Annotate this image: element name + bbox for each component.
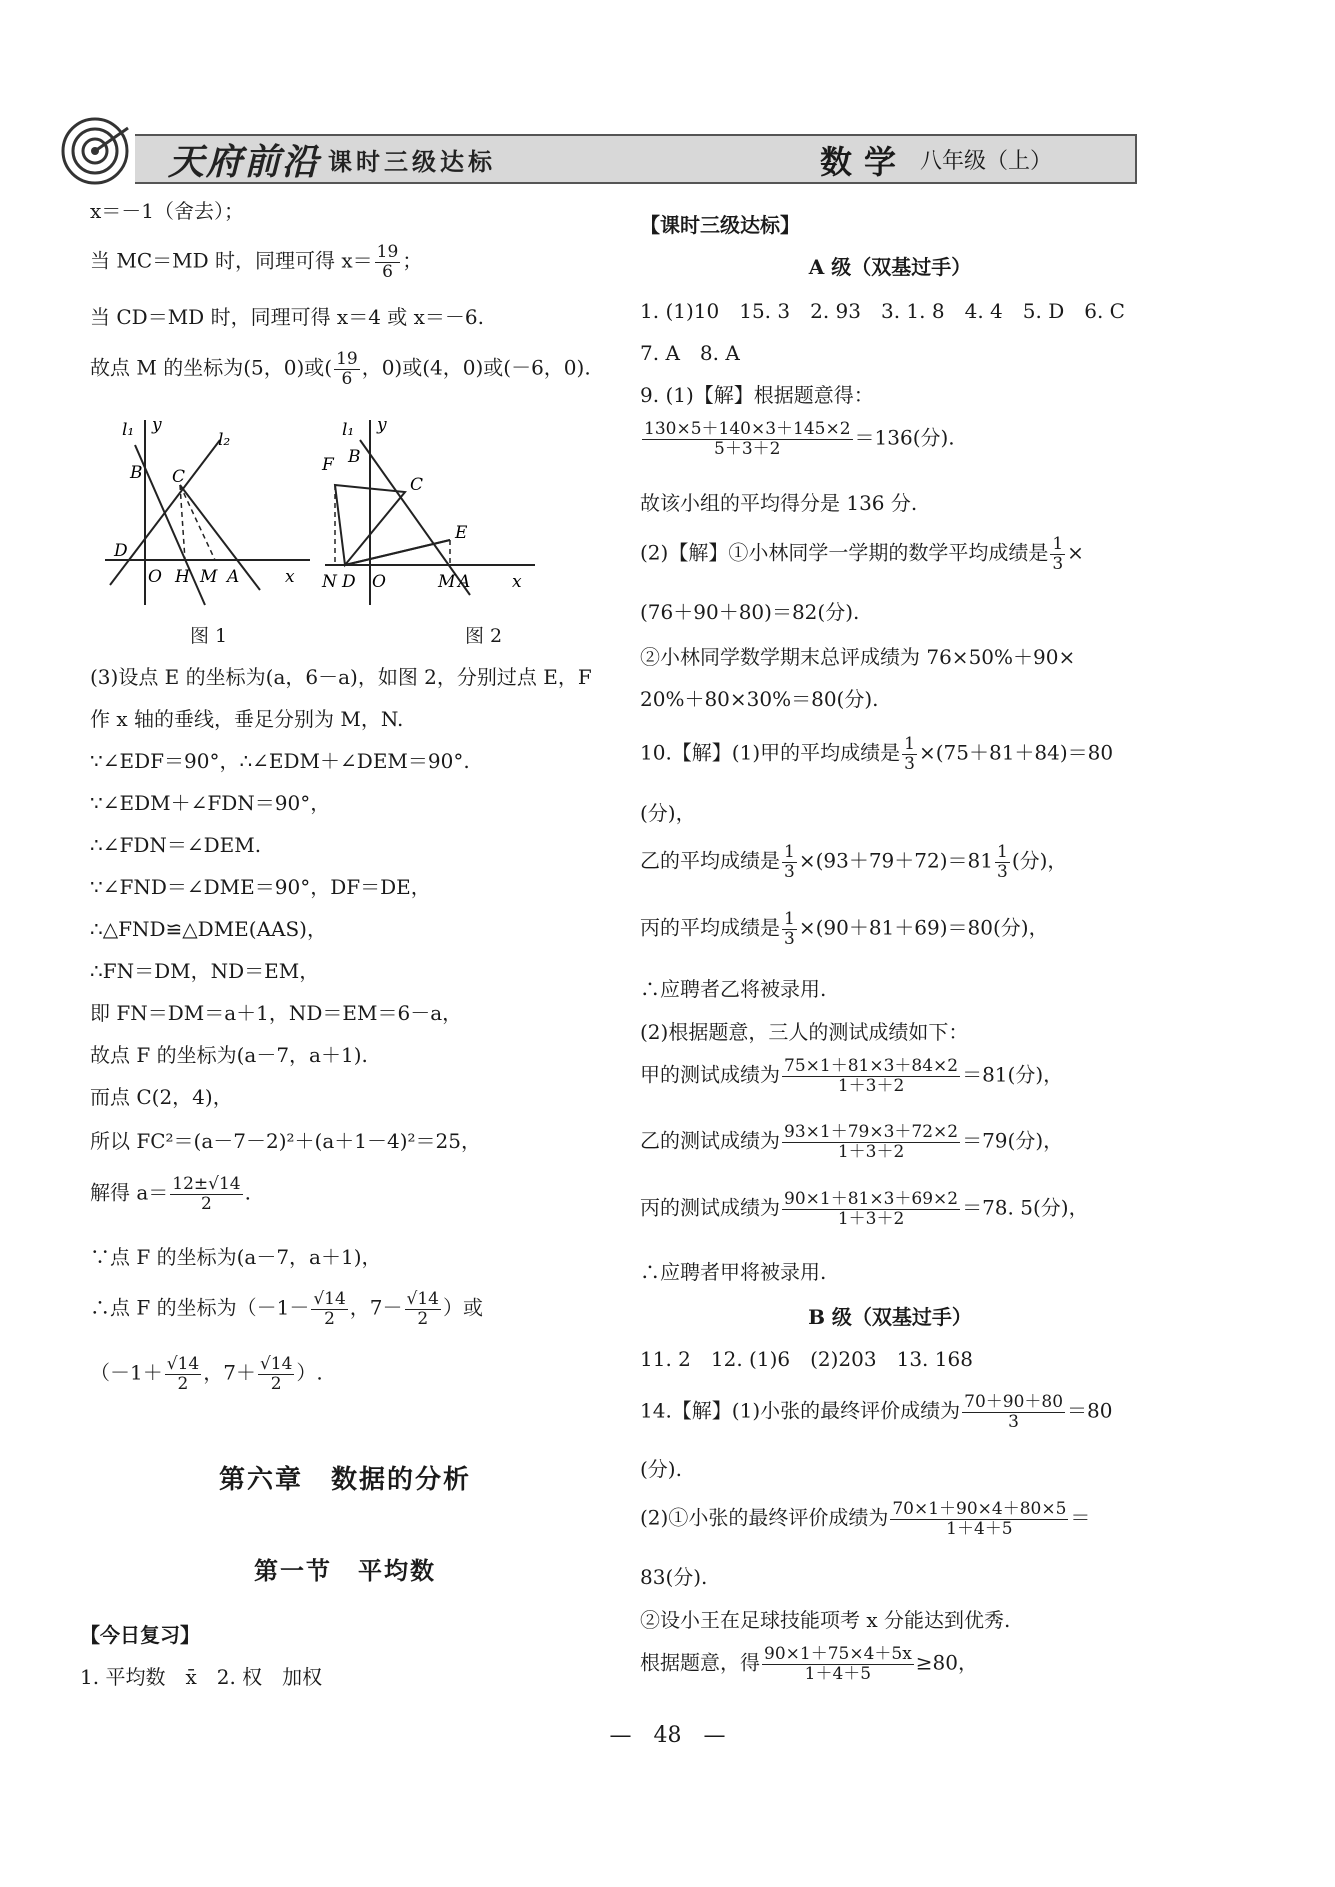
figure-1-caption: 图 1 — [190, 625, 228, 647]
text-line: ∴△FND≌△DME(AAS)， — [90, 917, 327, 941]
text-line: 丙的平均成绩是 $\frac{1}{3}$ ×(90＋81＋69)＝80(分)， — [640, 909, 1049, 949]
text-line: 作 x 轴的垂线，垂足分别为 M，N. — [90, 707, 404, 731]
text-line: 即 FN＝DM＝a＋1，ND＝EM＝6－a， — [90, 1001, 463, 1025]
text-line: (76＋90＋80)＝82(分). — [640, 600, 860, 624]
review-heading: 【今日复习】 — [80, 1623, 200, 1647]
svg-text:D: D — [114, 541, 128, 561]
svg-text:C: C — [410, 475, 424, 495]
svg-text:A: A — [227, 567, 240, 587]
text-line: 当 CD＝MD 时，同理可得 x＝4 或 x＝－6. — [90, 305, 485, 329]
text-line: $\frac{130\times 5+140\times 3+145\times 2}{5+3+2}$ ＝136(分). — [644, 419, 955, 459]
text-line: （－1＋ $\frac{√14}{2}$ ，7＋ $\frac{√14}{2}$ ）. — [90, 1354, 323, 1394]
level-a-heading: A 级（双基过手） — [808, 255, 972, 279]
page-header — [60, 112, 1135, 190]
text-line: 而点 C(2，4)， — [90, 1085, 233, 1109]
text-line: ∴FN＝DM，ND＝EM， — [90, 959, 320, 983]
svg-text:O: O — [372, 572, 386, 592]
text-line: (3)设点 E 的坐标为(a，6－a)，如图 2，分别过点 E，F — [90, 665, 592, 689]
svg-text:l₁: l₁ — [342, 420, 355, 440]
review-answers: 1. 平均数 x̄ 2. 权 加权 — [80, 1665, 323, 1689]
text-line: 故点 M 的坐标为(5，0)或( $\frac{19}{6}$ ，0)或(4，0)或(－6，0). — [90, 349, 591, 389]
svg-text:l₁: l₁ — [122, 420, 135, 440]
text-line: 83(分). — [640, 1565, 708, 1589]
text-line: 所以 FC²＝(a－7－2)²＋(a＋1－4)²＝25， — [90, 1129, 481, 1153]
svg-text:N: N — [322, 572, 337, 592]
text-line: x＝－1（舍去）； — [90, 199, 245, 223]
text-line: 当 MC＝MD 时，同理可得 x＝ $\frac{19}{6}$ ； — [90, 242, 423, 282]
svg-text:O: O — [148, 567, 162, 587]
text-line: ∵∠FND＝∠DME＝90°，DF＝DE， — [90, 875, 431, 899]
left-column — [80, 195, 600, 1695]
text-line: (分)， — [640, 801, 696, 825]
text-line: (2)根据题意，三人的测试成绩如下： — [640, 1020, 969, 1044]
svg-text:y: y — [152, 415, 162, 435]
svg-text:B: B — [348, 447, 361, 467]
text-line: 1. (1)10 15. 3 2. 93 3. 1. 8 4. 4 5. D 6. C — [640, 299, 1125, 323]
text-line: ②设小王在足球技能项考 x 分能达到优秀. — [640, 1608, 1011, 1632]
level-b-heading: B 级（双基过手） — [808, 1305, 972, 1329]
subject-label: 数学 — [820, 143, 909, 181]
text-line: ∵∠EDM＋∠FDN＝90°， — [90, 791, 331, 815]
svg-text:A: A — [458, 572, 471, 592]
section-title: 第一节 平均数 — [254, 1556, 436, 1585]
text-line: 乙的测试成绩为 $\frac{93\times 1+79\times 3+72\times 2}{1+3+2}$ ＝79(分)， — [640, 1122, 1064, 1162]
text-line: ∵∠EDF＝90°，∴∠EDM＋∠DEM＝90°. — [90, 749, 470, 773]
svg-text:H: H — [175, 567, 190, 587]
svg-text:F: F — [322, 455, 334, 475]
svg-text:E: E — [455, 523, 468, 543]
text-line: ②小林同学数学期末总评成绩为 76×50%＋90× — [640, 645, 1076, 669]
text-line: 10.【解】(1)甲的平均成绩是 $\frac{1}{3}$ ×(75＋81＋84)＝80 — [640, 734, 1114, 774]
text-line: 7. A 8. A — [640, 341, 740, 365]
svg-text:C: C — [172, 467, 186, 487]
svg-text:x: x — [512, 572, 522, 592]
series-title: 课时三级达标 — [328, 147, 496, 176]
figure-2-diagram — [320, 410, 545, 610]
text-line: 乙的平均成绩是 $\frac{1}{3}$ ×(93＋79＋72)＝81 $\frac{1}{3}$ (分)， — [640, 842, 1068, 882]
page-number: — 48 — — [609, 1723, 726, 1748]
text-line: 丙的测试成绩为 $\frac{90\times 1+81\times 3+69\times 2}{1+3+2}$ ＝78. 5(分)， — [640, 1189, 1089, 1229]
text-line: 11. 2 12. (1)6 (2)203 13. 168 — [640, 1347, 973, 1371]
text-line: ∴应聘者甲将被录用. — [640, 1260, 827, 1284]
grade-label: 八年级（上） — [920, 149, 1053, 174]
section-heading: 【课时三级达标】 — [640, 213, 800, 237]
text-line: 14.【解】(1)小张的最终评价成绩为 $\frac{70+90+80}{3}$ ＝80 — [640, 1392, 1113, 1432]
svg-text:D: D — [342, 572, 356, 592]
brand-title: 天府前沿 — [168, 141, 321, 183]
text-line: ∴∠FDN＝∠DEM. — [90, 833, 262, 857]
figure-1-diagram — [100, 410, 315, 610]
text-line: 解得 a＝ $\frac{12\pm√14}{2}$ . — [90, 1174, 251, 1214]
svg-text:M: M — [200, 567, 218, 587]
svg-text:x: x — [285, 567, 295, 587]
text-line: 甲的测试成绩为 $\frac{75\times 1+81\times 3+84\times 2}{1+3+2}$ ＝81(分)， — [640, 1056, 1064, 1096]
svg-text:M: M — [438, 572, 456, 592]
text-line: 20%＋80×30%＝80(分). — [640, 687, 879, 711]
text-line: (2)【解】①小林同学一学期的数学平均成绩是 $\frac{1}{3}$ × — [640, 534, 1084, 574]
text-line: 故该小组的平均得分是 136 分. — [640, 491, 918, 515]
text-line: ∴应聘者乙将被录用. — [640, 977, 827, 1001]
text-line: (2)①小张的最终评价成绩为 $\frac{70\times 1+90\times 4+80\times 5}{1+4+5}$ ＝ — [640, 1499, 1091, 1539]
text-line: 9. (1)【解】根据题意得： — [640, 383, 874, 407]
svg-text:y: y — [377, 415, 387, 435]
text-line: ∵点 F 的坐标为(a－7，a＋1)， — [90, 1245, 382, 1269]
text-line: 根据题意，得 $\frac{90\times 1+75\times 4+5x}{1+4+5}$ ≥80， — [640, 1644, 979, 1684]
chapter-title: 第六章 数据的分析 — [218, 1465, 471, 1495]
text-line: 故点 F 的坐标为(a－7，a＋1). — [90, 1043, 368, 1067]
target-logo-icon — [60, 116, 130, 186]
svg-text:B: B — [130, 463, 143, 483]
svg-text:l₂: l₂ — [218, 430, 231, 450]
right-column — [640, 195, 1140, 1695]
text-line: (分). — [640, 1457, 682, 1481]
figure-2-caption: 图 2 — [465, 625, 503, 647]
text-line: ∴点 F 的坐标为（－1－ $\frac{√14}{2}$ ，7－ $\frac{√14}{2}$ ）或 — [90, 1289, 483, 1329]
